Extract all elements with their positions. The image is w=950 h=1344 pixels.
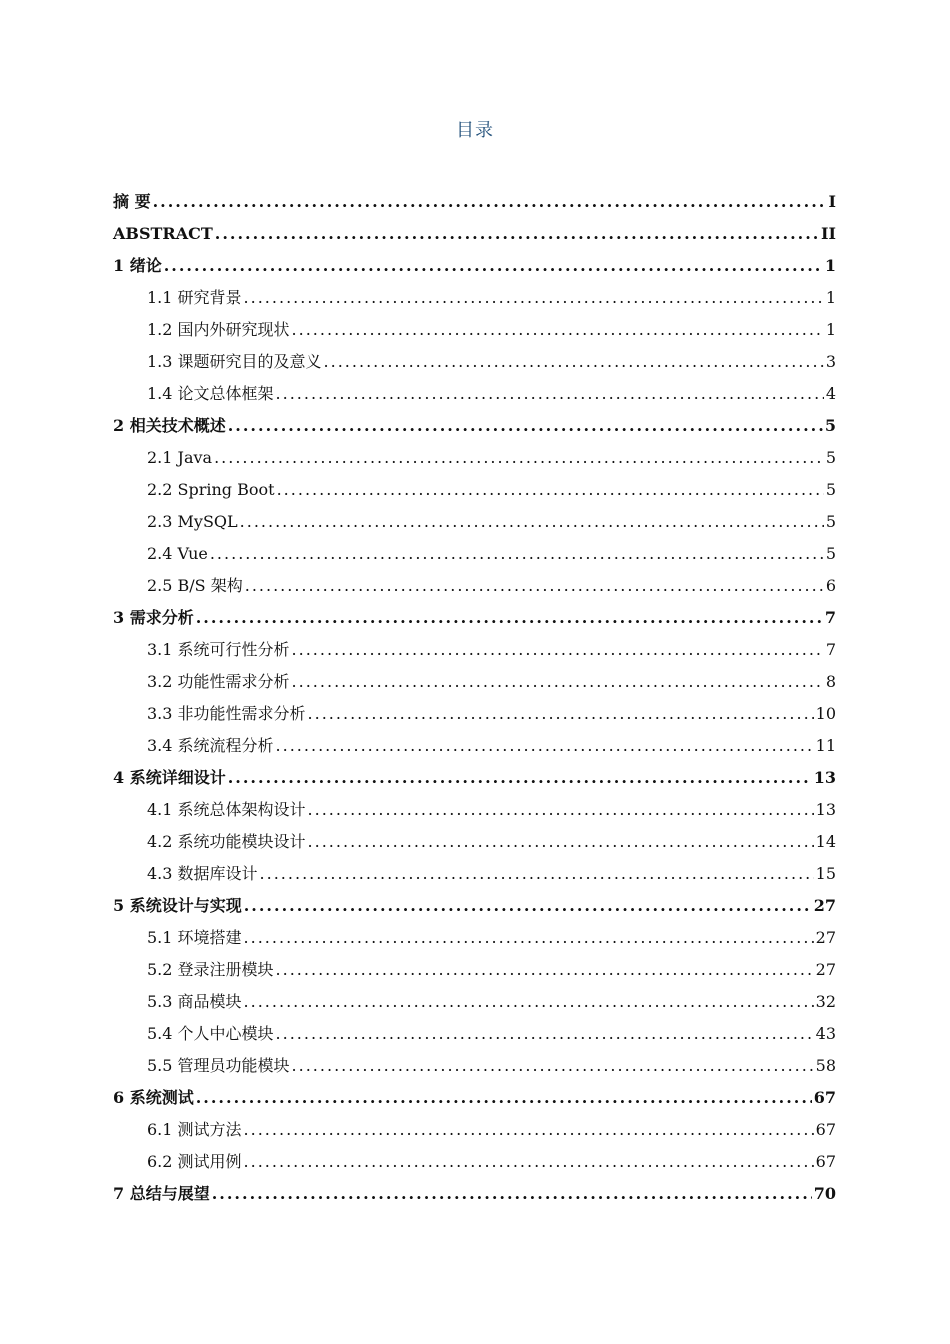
toc-entry-label: 1.2 国内外研究现状 — [147, 320, 290, 339]
toc-entry-label: 5.1 环境搭建 — [147, 928, 242, 947]
toc-page-number: 5 — [825, 448, 836, 467]
toc-entry-label: 1.3 课题研究目的及意义 — [147, 352, 322, 371]
toc-dot-leader — [276, 954, 814, 986]
toc-dot-leader — [214, 442, 824, 474]
toc-dot-leader — [276, 378, 824, 410]
toc-entry-label: 6.1 测试方法 — [147, 1120, 242, 1139]
toc-page-number: 11 — [815, 736, 836, 755]
toc-chapter-entry[interactable] — [113, 1178, 836, 1210]
toc-entry-label: 2.2 Spring Boot — [147, 480, 275, 499]
toc-entry-label: 1.1 研究背景 — [147, 288, 242, 307]
toc-dot-leader — [244, 282, 824, 314]
toc-section-entry[interactable] — [113, 474, 836, 506]
toc-entry-label: 5.2 登录注册模块 — [147, 960, 274, 979]
toc-section-entry[interactable] — [113, 282, 836, 314]
toc-entry-label: 6 系统测试 — [113, 1088, 194, 1107]
toc-entry-label: 1 绪论 — [113, 256, 162, 275]
toc-chapter-entry[interactable] — [113, 890, 836, 922]
toc-entry-label: 3.4 系统流程分析 — [147, 736, 274, 755]
toc-chapter-entry[interactable] — [113, 186, 836, 218]
toc-entry-label: 7 总结与展望 — [113, 1184, 210, 1203]
toc-page-number: 7 — [825, 640, 836, 659]
toc-dot-leader — [244, 1114, 814, 1146]
toc-page-number: 5 — [825, 480, 836, 499]
toc-page-number: 27 — [815, 928, 836, 947]
toc-entry-label: 2.4 Vue — [147, 544, 208, 563]
toc-section-entry[interactable] — [113, 346, 836, 378]
toc-entry-label: 3.2 功能性需求分析 — [147, 672, 290, 691]
toc-entry-label: 4.3 数据库设计 — [147, 864, 258, 883]
toc-dot-leader — [228, 762, 812, 794]
toc-page-number: 1 — [825, 288, 836, 307]
toc-page-number: 67 — [815, 1152, 836, 1171]
toc-dot-leader — [276, 730, 814, 762]
toc-section-entry[interactable] — [113, 378, 836, 410]
toc-section-entry[interactable] — [113, 570, 836, 602]
toc-page-number: 70 — [813, 1184, 836, 1203]
toc-dot-leader — [292, 314, 824, 346]
toc-page-number: 58 — [815, 1056, 836, 1075]
toc-page-number: 8 — [825, 672, 836, 691]
toc-section-entry[interactable] — [113, 954, 836, 986]
toc-dot-leader — [292, 1050, 814, 1082]
toc-chapter-entry[interactable] — [113, 218, 836, 250]
toc-section-entry[interactable] — [113, 538, 836, 570]
toc-entry-label: 摘 要 — [113, 192, 151, 211]
toc-page-number: 27 — [813, 896, 836, 915]
toc-dot-leader — [215, 218, 819, 250]
toc-section-entry[interactable] — [113, 1114, 836, 1146]
toc-entry-label: 3 需求分析 — [113, 608, 194, 627]
toc-page-number: 27 — [815, 960, 836, 979]
toc-entry-label: 4.2 系统功能模块设计 — [147, 832, 306, 851]
toc-section-entry[interactable] — [113, 826, 836, 858]
toc-page-number: 67 — [815, 1120, 836, 1139]
toc-dot-leader — [308, 698, 814, 730]
toc-dot-leader — [210, 538, 824, 570]
toc-dot-leader — [228, 410, 823, 442]
toc-dot-leader — [153, 186, 827, 218]
toc-page-number: 5 — [825, 512, 836, 531]
toc-dot-leader — [308, 794, 814, 826]
toc-page-number: 13 — [815, 800, 836, 819]
toc-chapter-entry[interactable] — [113, 762, 836, 794]
toc-chapter-entry[interactable] — [113, 410, 836, 442]
toc-title: 目录 — [456, 120, 494, 141]
toc-page-number: 15 — [815, 864, 836, 883]
toc-entry-label: 5.3 商品模块 — [147, 992, 242, 1011]
toc-section-entry[interactable] — [113, 506, 836, 538]
toc-dot-leader — [308, 826, 814, 858]
toc-page-number: II — [821, 224, 836, 243]
toc-page-number: 7 — [824, 608, 836, 627]
toc-section-entry[interactable] — [113, 922, 836, 954]
toc-dot-leader — [324, 346, 824, 378]
toc-page-number: 32 — [815, 992, 836, 1011]
toc-page-number: I — [828, 192, 836, 211]
toc-page-number: 6 — [825, 576, 836, 595]
toc-entry-label: ABSTRACT — [113, 224, 213, 243]
toc-dot-leader — [244, 1146, 814, 1178]
toc-entry-label: 2.5 B/S 架构 — [147, 576, 243, 595]
toc-section-entry[interactable] — [113, 634, 836, 666]
toc-entry-label: 4 系统详细设计 — [113, 768, 226, 787]
toc-section-entry[interactable] — [113, 698, 836, 730]
toc-chapter-entry[interactable] — [113, 1082, 836, 1114]
toc-chapter-entry[interactable] — [113, 602, 836, 634]
toc-section-entry[interactable] — [113, 794, 836, 826]
toc-dot-leader — [244, 922, 814, 954]
toc-entry-label: 5 系统设计与实现 — [113, 896, 242, 915]
toc-page-number: 3 — [825, 352, 836, 371]
toc-dot-leader — [245, 570, 824, 602]
table-of-contents — [113, 186, 836, 1210]
toc-dot-leader — [277, 474, 824, 506]
toc-section-entry[interactable] — [113, 314, 836, 346]
toc-page-number: 1 — [824, 256, 836, 275]
toc-entry-label: 1.4 论文总体框架 — [147, 384, 274, 403]
toc-dot-leader — [196, 1082, 812, 1114]
toc-dot-leader — [244, 986, 814, 1018]
toc-page-number: 1 — [825, 320, 836, 339]
toc-dot-leader — [196, 602, 823, 634]
toc-entry-label: 2.1 Java — [147, 448, 213, 467]
toc-section-entry[interactable] — [113, 666, 836, 698]
toc-entry-label: 2.3 MySQL — [147, 512, 238, 531]
toc-dot-leader — [292, 634, 824, 666]
toc-section-entry[interactable] — [113, 1018, 836, 1050]
toc-chapter-entry[interactable] — [113, 250, 836, 282]
toc-dot-leader — [244, 890, 812, 922]
toc-section-entry[interactable] — [113, 986, 836, 1018]
toc-section-entry[interactable] — [113, 442, 836, 474]
toc-page-number: 4 — [825, 384, 836, 403]
toc-page-number: 5 — [825, 544, 836, 563]
toc-section-entry[interactable] — [113, 730, 836, 762]
toc-entry-label: 4.1 系统总体架构设计 — [147, 800, 306, 819]
toc-entry-label: 3.1 系统可行性分析 — [147, 640, 290, 659]
toc-page-number: 5 — [824, 416, 836, 435]
toc-dot-leader — [276, 1018, 814, 1050]
toc-section-entry[interactable] — [113, 1050, 836, 1082]
toc-entry-label: 6.2 测试用例 — [147, 1152, 242, 1171]
toc-section-entry[interactable] — [113, 858, 836, 890]
toc-entry-label: 3.3 非功能性需求分析 — [147, 704, 306, 723]
toc-section-entry[interactable] — [113, 1146, 836, 1178]
toc-dot-leader — [292, 666, 824, 698]
toc-dot-leader — [164, 250, 823, 282]
toc-page-number: 67 — [813, 1088, 836, 1107]
toc-page-number: 43 — [815, 1024, 836, 1043]
toc-dot-leader — [212, 1178, 812, 1210]
toc-dot-leader — [240, 506, 824, 538]
toc-entry-label: 5.5 管理员功能模块 — [147, 1056, 290, 1075]
toc-page-number: 13 — [813, 768, 836, 787]
toc-entry-label: 2 相关技术概述 — [113, 416, 226, 435]
toc-entry-label: 5.4 个人中心模块 — [147, 1024, 274, 1043]
toc-dot-leader — [260, 858, 814, 890]
toc-page-number: 14 — [815, 832, 836, 851]
toc-page-number: 10 — [815, 704, 836, 723]
